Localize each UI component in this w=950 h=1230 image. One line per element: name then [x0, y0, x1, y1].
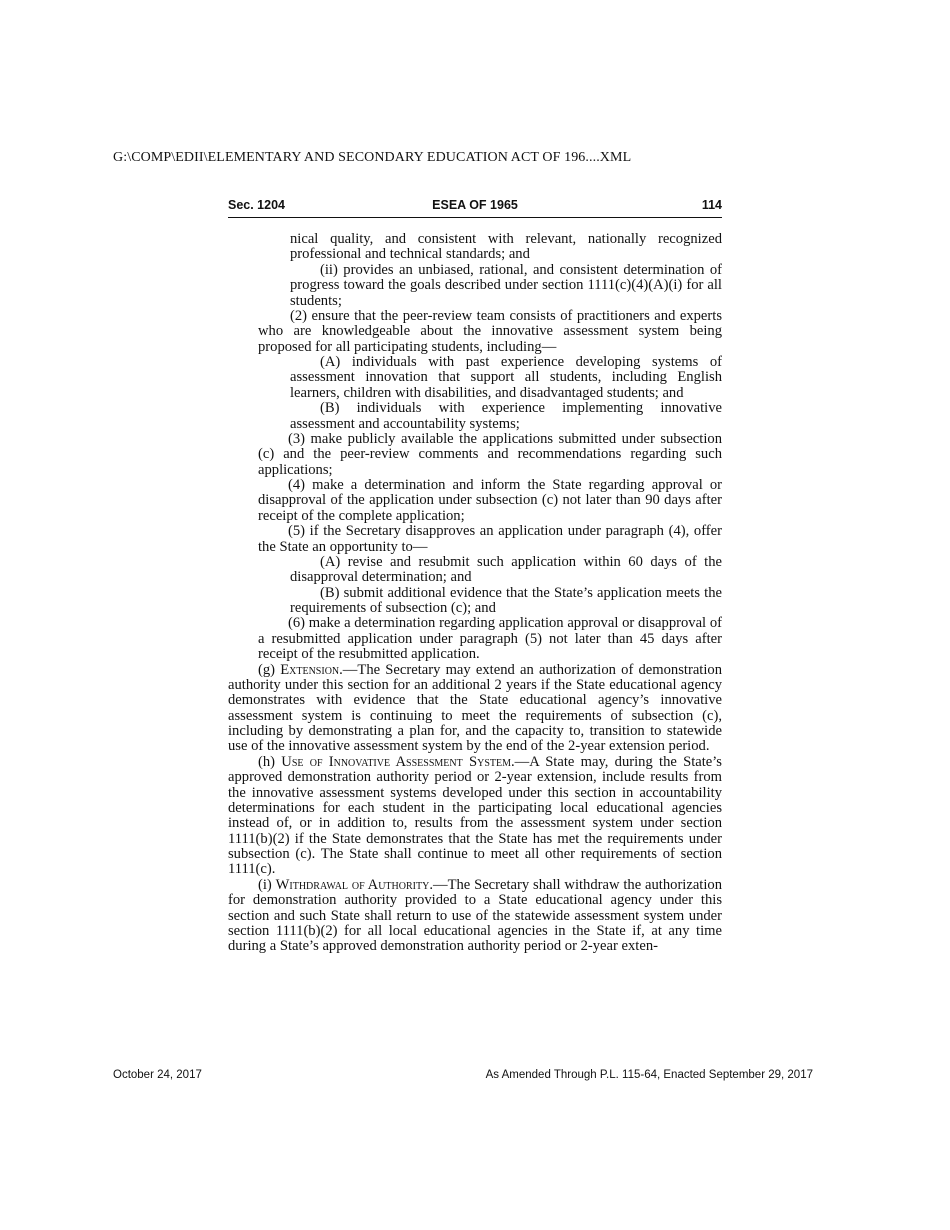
- subsection-g: [228, 663, 722, 755]
- paragraph-2: (2) ensure that the peer-review team consists of practitioners and experts who are knowledgeable about the innovative assessment system being proposed for all participating students, including—: [258, 307, 722, 355]
- running-header: [228, 198, 722, 218]
- document-body: [228, 232, 722, 955]
- file-path: G:\COMP\EDII\ELEMENTARY AND SECONDARY EDUCATION ACT OF 196....XML: [113, 150, 632, 165]
- subsection-h-label: (h): [258, 753, 276, 770]
- subsection-h: [228, 755, 722, 878]
- paragraph-3: (3) make publicly available the applications submitted under subsection (c) and the peer-review comments and recommendations regarding such applications;: [258, 430, 722, 478]
- subsection-g-text: .—The Secretary may extend an authorization of demonstration authority under this section for an additional 2 years if the State educational agency demonstrates with evidence that the State educational agency’s innovative assessment system is continuing to meet the requirements of subsection (c), including by demonstrating a plan for, and the capacity to, transition to statewide use of the innovative assessment system by the end of the 2-year extension period.: [228, 661, 722, 755]
- paragraph-2a: (A) individuals with past experience developing systems of assessment innovation that support all students, including English learners, children with disabilities, and disadvantaged students; and: [290, 354, 722, 401]
- footer-date: October 24, 2017: [113, 1069, 202, 1081]
- paragraph-4: (4) make a determination and inform the State regarding approval or disapproval of the application under subsection (c) not later than 90 days after receipt of the complete application;: [258, 477, 722, 524]
- paragraph-6: (6) make a determination regarding application approval or disapproval of a resubmitted application under paragraph (5) not later than 45 days after receipt of the resubmitted application.: [258, 615, 722, 663]
- paragraph-5a: (A) revise and resubmit such application within 60 days of the disapproval determination; and: [290, 553, 722, 586]
- subsection-i-heading: Withdrawal of Authority: [275, 876, 430, 893]
- paragraph-5: (5) if the Secretary disapproves an application under paragraph (4), offer the State an opportunity to—: [258, 523, 722, 555]
- subsection-i-label: (i): [258, 876, 272, 893]
- subsection-g-label: (g): [258, 661, 276, 678]
- paragraph-5b: (B) submit additional evidence that the State’s application meets the requirements of subsection (c); and: [290, 584, 722, 616]
- paragraph-continuation: nical quality, and consistent with relevant, nationally recognized professional and technical standards; and: [290, 231, 722, 263]
- header-page-number: 114: [701, 198, 722, 212]
- header-section: Sec. 1204: [228, 198, 285, 212]
- subsection-i: [228, 878, 722, 955]
- paragraph-2b: (B) individuals with experience implementing innovative assessment and accountability systems;: [290, 400, 722, 432]
- subsection-h-heading: Use of Innovative Assessment System: [281, 753, 511, 770]
- subsection-h-text: .—A State may, during the State’s approved demonstration authority period or 2-year extension, include results from the innovative assessment systems developed under this section in accountability determinations for each student in the participating local educational agencies instead of, or in addition to, results from the assessment system under section 1111(b)(2) if the State demonstrates that the State has met the requirements under subsection (c). The State shall continue to meet all other requirements of section 1111(c).: [228, 753, 722, 878]
- footer-amended: As Amended Through P.L. 115-64, Enacted September 29, 2017: [485, 1069, 813, 1081]
- header-title: ESEA OF 1965: [432, 198, 518, 212]
- subsection-i-text: .—The Secretary shall withdraw the authorization for demonstration authority provided to a State educational agency under this section and such State shall return to use of the statewide assessment system under section 1111(b)(2) for all local educational agencies in the State if, at any time during a State’s approved demonstration authority period or 2-year exten-: [228, 876, 723, 955]
- subsection-g-heading: Extension: [280, 661, 340, 678]
- paragraph-clause-ii: (ii) provides an unbiased, rational, and consistent determination of progress toward the goals described under section 1111(c)(4)(A)(i) for all students;: [290, 261, 722, 309]
